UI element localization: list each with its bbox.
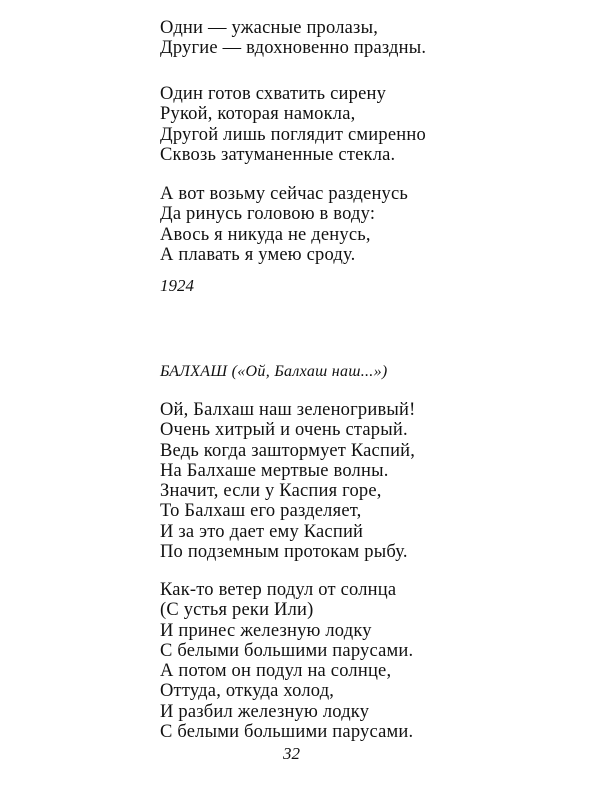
poem-date: 1924 — [160, 276, 194, 295]
poem2-stanza-2 — [160, 580, 413, 742]
verse-line: Да ринусь головою в воду: — [160, 204, 376, 225]
verse-line: Один готов схватить сирену — [160, 84, 387, 104]
verse-line: А вот возьму сейчас разденусь — [160, 184, 409, 204]
verse-line: С белыми большими парусами. — [160, 722, 414, 743]
verse-line: Ведь когда заштормует Каспий, — [160, 440, 416, 461]
verse-line: То Балхаш его разделяет, — [160, 501, 362, 522]
verse-line: И за это дает ему Каспий — [160, 521, 364, 542]
poem2-stanza-1 — [160, 400, 416, 562]
poem1-stanza-3 — [160, 184, 408, 265]
verse-line: На Балхаше мертвые волны. — [160, 460, 389, 481]
verse-line: Оттуда, откуда холод, — [160, 681, 335, 702]
poem-title: БАЛХАШ («Ой, Балхаш наш...») — [160, 363, 388, 380]
poem1-stanza-2 — [160, 84, 426, 165]
page-number: 32 — [283, 744, 300, 763]
verse-line: Другой лишь поглядит смиренно — [160, 124, 426, 145]
verse-line: И разбил железную лодку — [160, 701, 370, 722]
verse-line: Другие — вдохновенно праздны. — [160, 38, 427, 59]
verse-line: (С устья реки Или) — [160, 600, 314, 621]
verse-line: С белыми большими парусами. — [160, 640, 414, 661]
poem1-stanza-1 — [160, 18, 426, 59]
verse-line: И принес железную лодку — [160, 620, 372, 641]
verse-line: Очень хитрый и очень старый. — [160, 420, 408, 441]
verse-line: Одни — ужасные пролазы, — [160, 18, 379, 38]
verse-line: Значит, если у Каспия горе, — [160, 481, 382, 502]
verse-line: Ой, Балхаш наш зеленогривый! — [160, 400, 416, 420]
verse-line: А плавать я умею сроду. — [160, 244, 356, 265]
verse-line: Рукой, которая намокла, — [160, 104, 356, 125]
verse-line: А потом он подул на солнце, — [160, 661, 392, 682]
verse-line: Авось я никуда не денусь, — [160, 224, 371, 245]
verse-line: Как-то ветер подул от солнца — [160, 580, 397, 600]
verse-line: По подземным протокам рыбу. — [160, 542, 408, 563]
verse-line: Сквозь затуманенные стекла. — [160, 144, 396, 165]
